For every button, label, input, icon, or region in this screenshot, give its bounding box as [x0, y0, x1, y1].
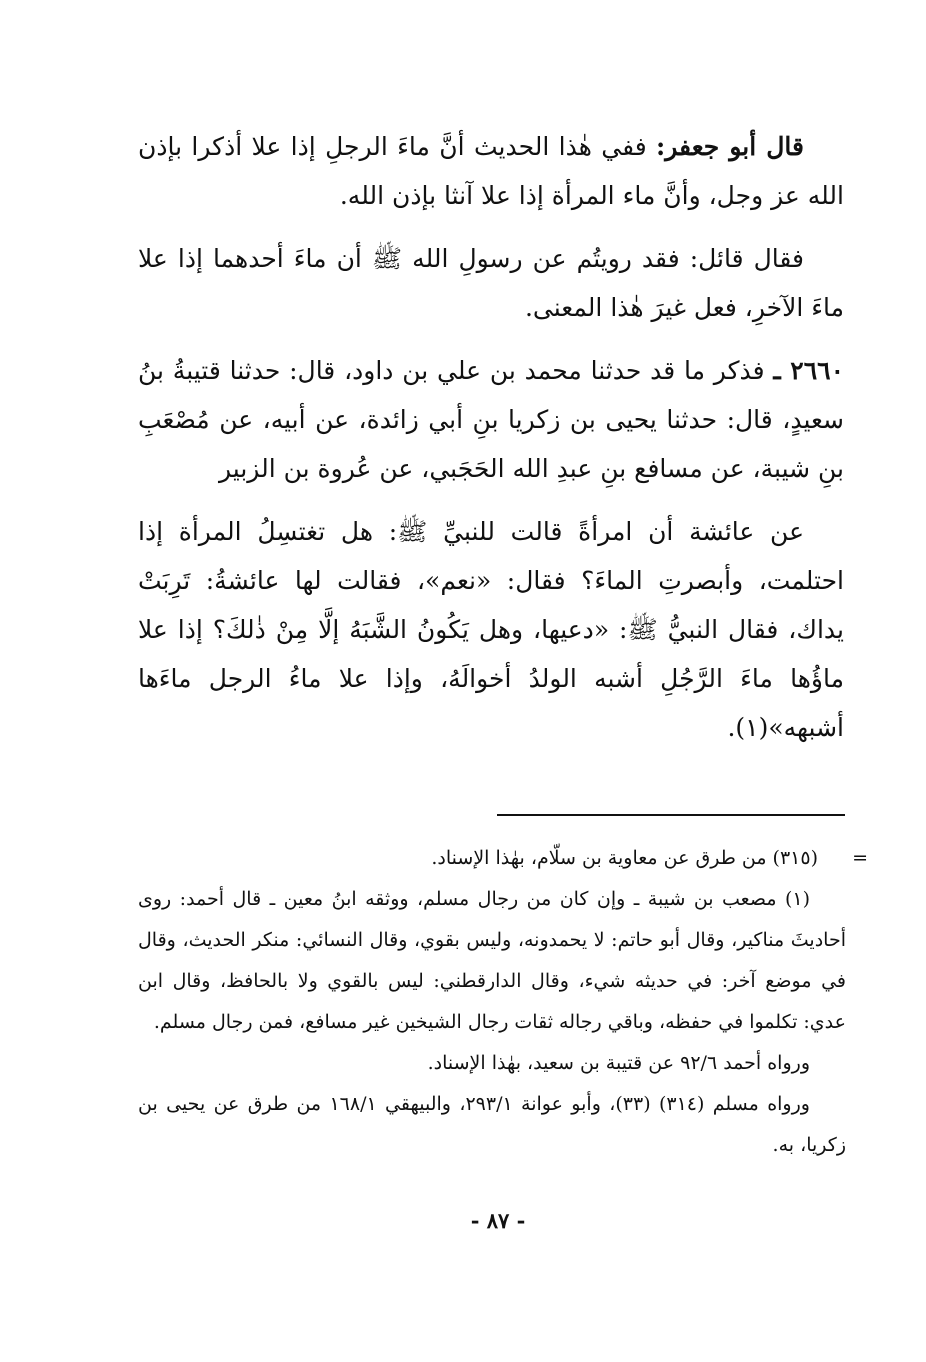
footnote-item: ورواه أحمد ٩٢/٦ عن قتيبة بن سعيد، بهٰذا الإسناد. [427, 1052, 810, 1074]
paragraph-text: عن عائشة أن امرأةً قالت للنبيِّ ﷺ: هل تغتسِلُ المرأة إذا احتلمت، وأبصرتِ الماءَ؟ فقال: «نعم»، فقالت لها عائشةُ: تَرِبَتْ يداك، فقال النبيُّ ﷺ: «دعيها، وهل يَكُونُ الشَّبَهُ إلَّا مِنْ ذٰلكَ؟ إذا علا ماؤُها ماءَ الرَّجُلِ أشبه الولدُ أخوالَهُ، وإذا علا ماءُ الرجل ماءَها أشبهه»(١). [138, 517, 844, 742]
hadith-number: ٢٦٦٠ ـ [773, 356, 845, 385]
paragraph-text: فذكر ما قد حدثنا محمد بن علي بن داود، قال: حدثنا قتيبةُ بنُ سعيدٍ، قال: حدثنا يحيى بن زكريا بنِ أبي زائدة، عن أبيه، عن مُصْعَبِ بنِ شيبة، عن مسافع بنِ عبدِ الله الحَجَبي، عن عُروة بن الزبير [138, 356, 844, 483]
speaker-lead: قال أبو جعفر: [656, 132, 804, 161]
footnote-item: ورواه مسلم (٣١٤) (٣٣)، وأبو عوانة ٢٩٣/١، والبيهقي ١٦٨/١ من طرق عن يحيى بن زكريا، به. [138, 1093, 846, 1156]
footnotes [138, 838, 868, 1166]
paragraph-abu-jafar [138, 122, 844, 220]
footnote-separator [497, 814, 845, 816]
paragraph-objection [138, 234, 844, 332]
paragraph-hadith-chain [138, 346, 844, 493]
paragraph-text: ففي هٰذا الحديث أنَّ ماءَ الرجلِ إذا علا أذكرا بإذن الله عز وجل، وأنَّ ماء المرأة إذا علا آنثا بإذن الله. [138, 132, 844, 210]
footnote-item: (٣١٥) من طرق عن معاوية بن سلّام، بهٰذا الإسناد. [431, 847, 818, 869]
continuation-mark: = [852, 847, 868, 869]
paragraph-hadith-text [138, 507, 844, 752]
footnote-item: (١) مصعب بن شيبة ـ وإن كان من رجال مسلم، ووثقه ابنُ معين ـ قال أحمد: روى أحاديثَ مناكير، وقال أبو حاتم: لا يحمدونه، وليس بقوي، وقال النسائي: منكر الحديث، وقال في موضع آخر: في حديثه شيء، وقال الدارقطني: ليس بالقوي ولا بالحافظ، وقال ابن عدي: تكلموا في حفظه، وباقي رجاله ثقات رجال الشيخين غير مسافع، فمن رجال مسلم. [138, 888, 846, 1033]
paragraph-text: فقال قائل: فقد رويتُم عن رسولِ الله ﷺ أن ماءَ أحدهما إذا علا ماءَ الآخرِ، فعل غيرَ هٰذا المعنى. [138, 244, 844, 322]
main-text [138, 122, 844, 766]
page-number: - ٨٧ - [470, 1208, 526, 1233]
